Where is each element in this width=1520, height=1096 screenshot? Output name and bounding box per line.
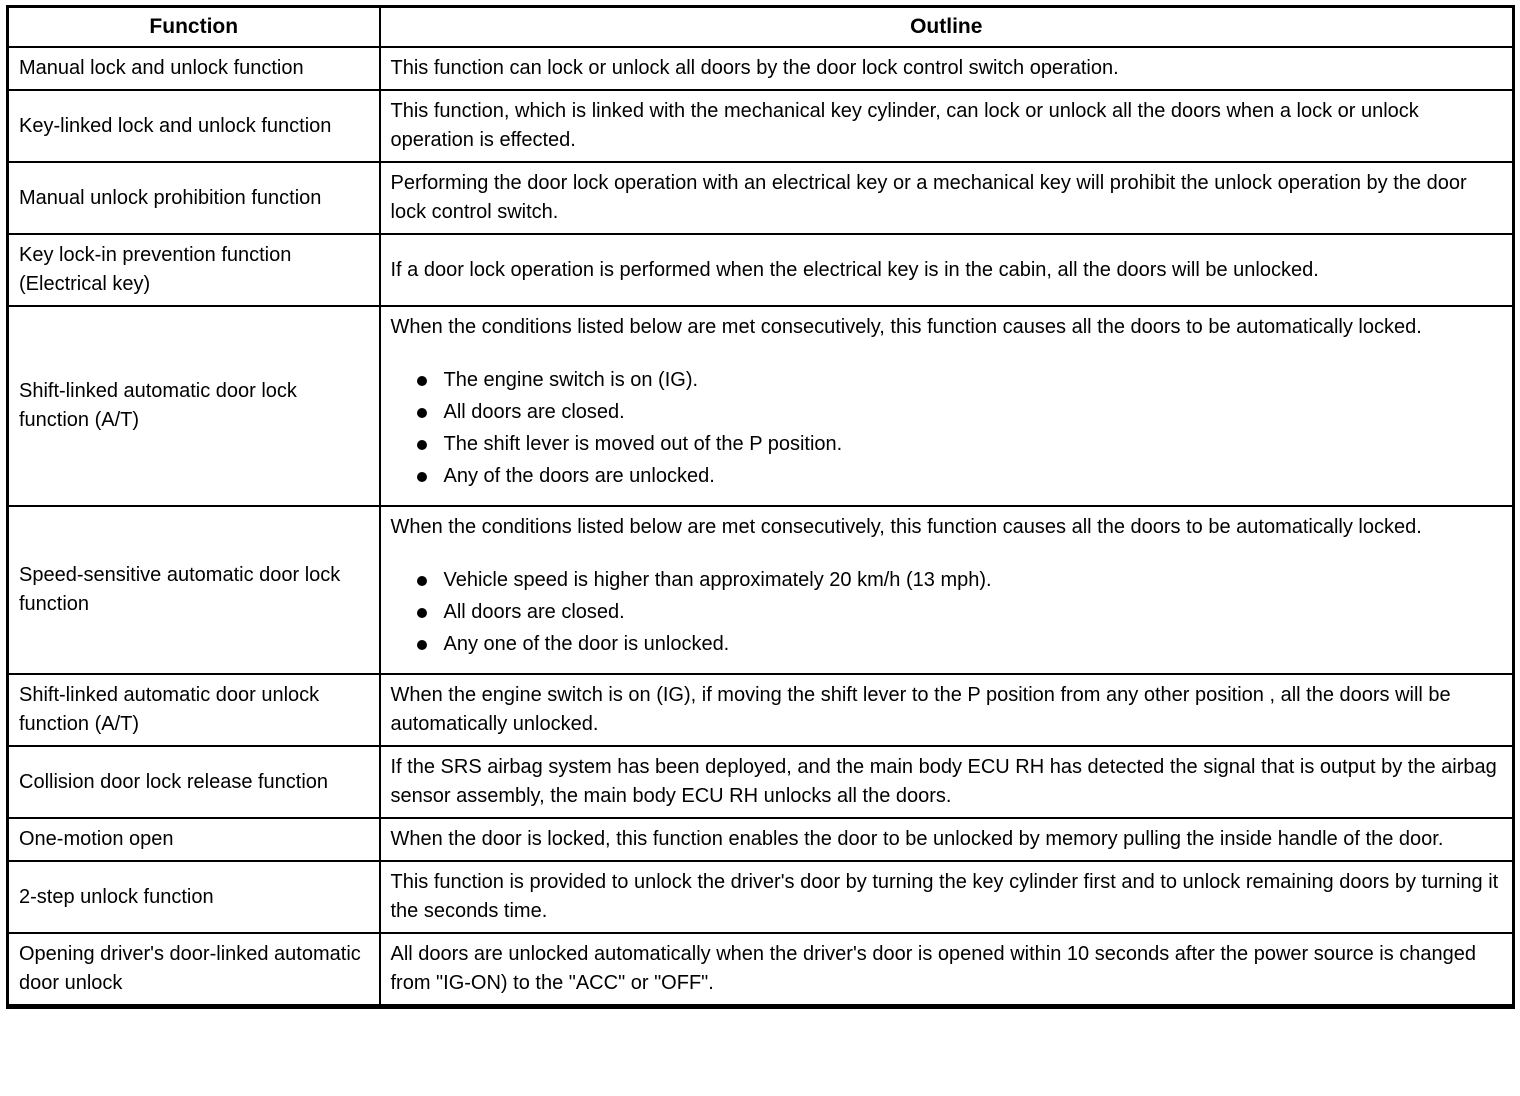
outline-intro: When the conditions listed below are met consecutively, this function causes all the doors to be automatically locked. <box>390 316 1422 339</box>
door-lock-function-table <box>6 5 1515 1009</box>
header-row <box>8 7 1514 48</box>
header-function: Function <box>8 7 380 48</box>
bullet-item <box>391 598 1503 627</box>
outline-cell <box>380 818 1514 861</box>
table-row <box>8 162 1514 234</box>
function-cell: 2-step unlock function <box>8 861 380 933</box>
outline-cell <box>380 746 1514 818</box>
bullet-icon <box>417 408 427 418</box>
table-row <box>8 674 1514 746</box>
function-cell: Opening driver's door-linked automatic door unlock <box>8 933 380 1007</box>
bullet-text: Any of the doors are unlocked. <box>443 465 715 488</box>
function-cell: One-motion open <box>8 818 380 861</box>
outline-text: This function is provided to unlock the driver's door by turning the key cylinder first and to unlock remaining doors by turning it the seconds time. <box>390 871 1499 923</box>
bullet-icon <box>417 376 427 386</box>
bullet-text: Any one of the door is unlocked. <box>443 633 730 656</box>
bullet-icon <box>417 576 427 586</box>
function-cell: Key lock-in prevention function (Electrical key) <box>8 234 380 306</box>
bullet-icon <box>417 440 427 450</box>
outline-cell <box>380 861 1514 933</box>
outline-cell <box>380 234 1514 306</box>
table-row <box>8 306 1514 506</box>
bullet-list <box>391 366 1503 491</box>
function-cell: Speed-sensitive automatic door lock function <box>8 506 380 674</box>
bullet-text: All doors are closed. <box>443 601 625 624</box>
bullet-text: All doors are closed. <box>443 401 625 424</box>
bullet-item <box>391 566 1503 595</box>
bullet-item <box>391 430 1503 459</box>
function-cell: Manual lock and unlock function <box>8 47 380 90</box>
outline-cell <box>380 674 1514 746</box>
table-row <box>8 234 1514 306</box>
bullet-text: The shift lever is moved out of the P position. <box>443 433 843 456</box>
outline-cell <box>380 506 1514 674</box>
bullet-item <box>391 630 1503 659</box>
function-cell: Shift-linked automatic door lock function (A/T) <box>8 306 380 506</box>
table-row <box>8 818 1514 861</box>
bullet-item <box>391 462 1503 491</box>
bullet-icon <box>417 640 427 650</box>
bullet-item <box>391 366 1503 395</box>
bullet-text: The engine switch is on (IG). <box>443 369 699 392</box>
function-cell: Collision door lock release function <box>8 746 380 818</box>
table-header <box>8 7 1514 48</box>
table-row <box>8 933 1514 1007</box>
function-cell: Shift-linked automatic door unlock function (A/T) <box>8 674 380 746</box>
function-cell: Manual unlock prohibition function <box>8 162 380 234</box>
bullet-icon <box>417 608 427 618</box>
outline-text: If the SRS airbag system has been deployed, and the main body ECU RH has detected the signal that is output by the airbag sensor assembly, the main body ECU RH unlocks all the doors. <box>390 756 1497 808</box>
outline-text: If a door lock operation is performed when the electrical key is in the cabin, all the doors will be unlocked. <box>390 258 1319 281</box>
table-body <box>8 47 1514 1007</box>
bullet-icon <box>417 472 427 482</box>
outline-text: Performing the door lock operation with an electrical key or a mechanical key will prohibit the unlock operation by the door lock control switch. <box>390 172 1467 224</box>
header-outline: Outline <box>380 7 1514 48</box>
outline-cell <box>380 933 1514 1007</box>
outline-intro: When the conditions listed below are met consecutively, this function causes all the doors to be automatically locked. <box>390 516 1422 539</box>
bullet-item <box>391 398 1503 427</box>
bullet-text: Vehicle speed is higher than approximately 20 km/h (13 mph). <box>443 569 992 592</box>
outline-cell <box>380 47 1514 90</box>
outline-cell <box>380 162 1514 234</box>
function-cell: Key-linked lock and unlock function <box>8 90 380 162</box>
table-row <box>8 861 1514 933</box>
outline-text: This function, which is linked with the mechanical key cylinder, can lock or unlock all the doors when a lock or unlock operation is effected. <box>390 100 1419 152</box>
outline-text: When the engine switch is on (IG), if moving the shift lever to the P position from any other position , all the doors will be automatically unlocked. <box>390 684 1451 736</box>
outline-text: This function can lock or unlock all doors by the door lock control switch operation. <box>390 57 1119 80</box>
bullet-list <box>391 566 1503 659</box>
outline-cell <box>380 90 1514 162</box>
table-row <box>8 506 1514 674</box>
table-row <box>8 746 1514 818</box>
outline-text: All doors are unlocked automatically when the driver's door is opened within 10 seconds after the power source is changed from "IG-ON) to the "ACC" or "OFF". <box>390 943 1477 995</box>
outline-text: When the door is locked, this function enables the door to be unlocked by memory pulling the inside handle of the door. <box>390 828 1444 851</box>
table-row <box>8 47 1514 90</box>
table-row <box>8 90 1514 162</box>
outline-cell <box>380 306 1514 506</box>
